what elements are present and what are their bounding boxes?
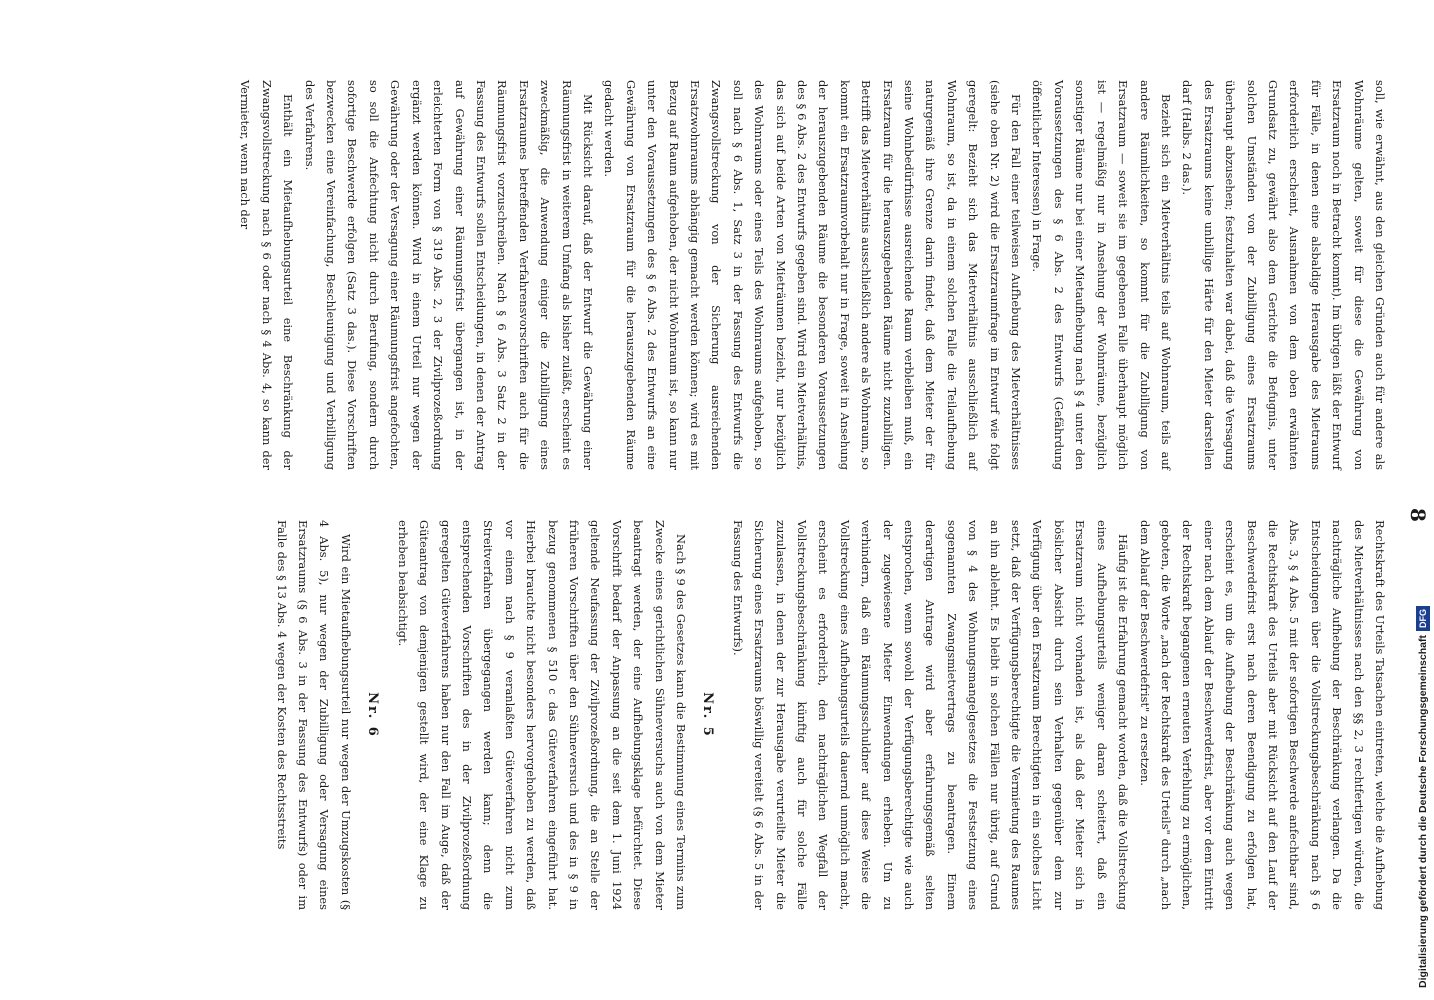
digitization-credit [1414, 8, 1432, 988]
credit-text: Digitalisierung gefördert durch die Deutsche Forschungsgemeinschaft [1417, 635, 1429, 988]
left-column [238, 80, 1390, 470]
paragraph: Enthält ein Mietaufhebungsurteil eine Beschränkung der Zwangsvollstreckung nach § 6 oder nach § 4 Abs. 4, so kann der Vermieter, wenn nach der [238, 80, 296, 470]
paragraph: Nach § 9 des Gesetzes kann die Bestimmung eines Termins zum Zwecke eines gerichtlichen Sühneversuchs auch von dem Mieter beantragt werden, der eine Aufhebungsklage befürchtet. Diese Vorschrift bedarf der Anpassung an die seit dem 1. Juni 1924 geltende Neufassung der Zivilprozeßordnung, die an Stelle der früheren Vorschriften über den Sühneversuch und des in § 9 in bezug genommenen § 510 c das Güteverfahren eingeführt hat. Hierbei brauchte nicht besonders hervorgehoben zu werden, daß vor einem nach § 9 veranlaßten Güteverfahren nicht zum Streitverfahren übergegangen werden kann; denn die entsprechenden Vorschriften des in der Zivilprozeßordnung geregelten Güteverfahrens haben nur den Fall im Auge, daß der Güteantrag von demjenigen gestellt wird, der eine Klage zu erheben beabsichtigt. [395, 520, 688, 910]
document-page [160, 80, 1430, 940]
page-number: 8 [1406, 508, 1430, 522]
paragraph: Mit Rücksicht darauf, daß der Entwurf die Gewährung einer Räumungsfrist in weiterem Umfang als bisher zuläßt, erscheint es zweckmäßig, die Anwendung einiger die Zubilligung eines Ersatzraumes betreffenden Verfahrensvorschriften auch für die Räumungsfrist vorzuschreiben. Nach § 6 Abs. 3 Satz 2 in der Fassung des Entwurfs sollen Entscheidungen, in denen der Antrag auf Gewährung einer Räumungsfrist übergangen ist, in der erleichterten Form von § 319 Abs. 2, 3 der Zivilprozeßordnung ergänzt werden können. Wird in einem Urteil nur wegen der Gewährung oder der Versagung einer Räumungsfrist angefochten, so soll die Anfechtung nicht durch Berufung, sondern durch sofortige Beschwerde erfolgen (Satz 3 das.). Diese Vorschriften bezwecken eine Vereinfachung, Beschleunigung und Verbilligung des Verfahrens. [302, 80, 595, 470]
section-heading-nr5: Nr. 5 [700, 692, 716, 738]
dfg-logo: DFG [1416, 606, 1430, 631]
paragraph: Wird ein Mietaufhebungsurteil nur wegen der Umzugskosten (§ 4 Abs. 5), nur wegen der Zubilligung oder Versagung eines Ersatzraums (§ 6 Abs. 3 in der Fassung des Entwurfs) oder im Falle des § 13 Abs. 4 wegen der Kosten des Rechtsstreits [274, 520, 353, 910]
paragraph: Häufig ist die Erfahrung gemacht worden, daß die Vollstreckung eines Aufhebungsurteils weniger daran scheitert, daß ein Ersatzraum nicht vorhanden ist, als daß der Mieter sich in böslicher Absicht durch sein Verhalten gegenüber dem zur Verfügung über den Ersatzraum Berechtigten in ein solches Licht setzt, daß der Verfügungsberechtigte die Vermietung des Raumes an ihn ablehnt. Es bleibt in solchen Fällen nur übrig, auf Grund von § 4 des Wohnungsmangelgesetzes die Festsetzung eines sogenannten Zwangsmietvertrags zu beantragen. Einem derartigen Antrage wird aber erfahrungsgemäß selten entsprochen, wenn sowohl der Verfügungsberechtigte wie auch der zugewiesene Mieter Einwendungen erheben. Um zu verhindern, daß ein Räumungsschuldner auf diese Weise die Vollstreckung eines Aufhebungsurteils dauernd unmöglich macht, erscheint es erforderlich, den nachträglichen Wegfall der Vollstreckungsbeschränkung künftig auch für solche Fälle zuzulassen, in denen der zur Herausgabe verurteilte Mieter die Sicherung eines Ersatzraums böswillig vereitelt (§ 6 Abs. 5 in der Fassung des Entwurfs). [730, 520, 1131, 910]
paragraph: soll, wie erwähnt, aus den gleichen Gründen auch für andere als Wohnräume gelten, soweit für diese die Gewährung von Ersatzraum noch in Betracht kommt). Im übrigen läßt der Entwurf für Fälle, in denen eine alsbaldige Herausgabe des Mietraums erforderlich erscheint, Ausnahmen von dem oben erwähnten Grundsatz zu, gewährt also dem Gerichte die Befugnis, unter solchen Umständen von der Zubilligung eines Ersatzraums überhaupt abzusehen; festzuhalten war dabei, daß die Versagung des Ersatzraums keine unbillige Härte für den Mieter darstellen darf (Halbs. 2 das.). [1180, 80, 1387, 470]
paragraph: Bezieht sich ein Mietverhältnis teils auf Wohnraum, teils auf andere Räumlichkeiten, so kommt für die Zubilligung von Ersatzraum — soweit sie im gegebenen Falle überhaupt möglich ist — regelmäßig nur in Ansehung der Wohnräume, bezüglich sonstiger Räume nur bei einer Mietaufhebung nach § 4 unter den Voraussetzungen des § 6 Abs. 2 des Entwurfs (Gefährdung öffentlicher Interessen) in Frage. [1030, 80, 1173, 470]
digitization-credit-bar [1414, 8, 1432, 988]
paragraph: Rechtskraft des Urteils Tatsachen eintreten, welche die Aufhebung des Mietverhältnisses nach den §§ 2, 3 rechtfertigen würden, die nachträgliche Aufhebung der Beschränkung verlangen. Da die Entscheidungen über die Vollstreckungsbeschränkung nach § 6 Abs. 3, § 4 Abs. 5 mit der sofortigen Beschwerde anfechtbar sind, die Rechtskraft des Urteils aber mit Rücksicht auf den Lauf der Beschwerdefrist erst nach deren Beendigung zu erfolgen hat, erscheint es, um die Aufhebung der Beschränkung auch wegen einer nach dem Ablauf der Beschwerdefrist, aber vor dem Eintritt der Rechtskraft begangenen erneuten Verfehlung zu ermöglichen, geboten, die Worte „nach der Rechtskraft des Urteils" durch „nach dem Ablauf der Beschwerdefrist" zu ersetzen. [1137, 520, 1387, 910]
right-column [274, 520, 1390, 910]
paragraph: Für den Fall einer teilweisen Aufhebung des Mietverhältnisses (siehe oben Nr. 2) wird die Ersatzraumfrage im Entwurf wie folgt geregelt: Bezieht sich das Mietverhältnis ausschließlich auf Wohnraum, so ist, da in einem solchen Falle die Teilaufhebung naturgemäß ihre Grenze darin findet, daß dem Mieter der für seine Wohnbedürfnisse ausreichende Raum verbleiben muß, ein Ersatzraum für die herauszugebenden Räume nicht zuzubilligen. Betrifft das Mietverhältnis ausschließlich andere als Wohnraum, so kommt ein Ersatzraumvorbehalt nur in Frage, soweit in Ansehung der herauszugebenden Räume die besonderen Voraussetzungen des § 6 Abs. 2 des Entwurfs gegeben sind. Wird ein Mietverhältnis, das sich auf beide Arten von Mieträumen bezieht, nur bezüglich des Wohnraums oder eines Teils des Wohnraums aufgehoben, so soll nach § 6 Abs. 1, Satz 3 in der Fassung des Entwurfs die Zwangsvollstreckung von der Sicherung ausreichenden Ersatzwohnraums abhängig gemacht werden können; wird es mit Bezug auf Raum aufgehoben, der nicht Wohnraum ist, so kann nur unter den Voraussetzungen des § 6 Abs. 2 des Entwurfs an eine Gewährung von Ersatzraum für die herauszugebenden Räume gedacht werden. [602, 80, 1024, 470]
section-heading-nr6: Nr. 6 [365, 692, 381, 738]
